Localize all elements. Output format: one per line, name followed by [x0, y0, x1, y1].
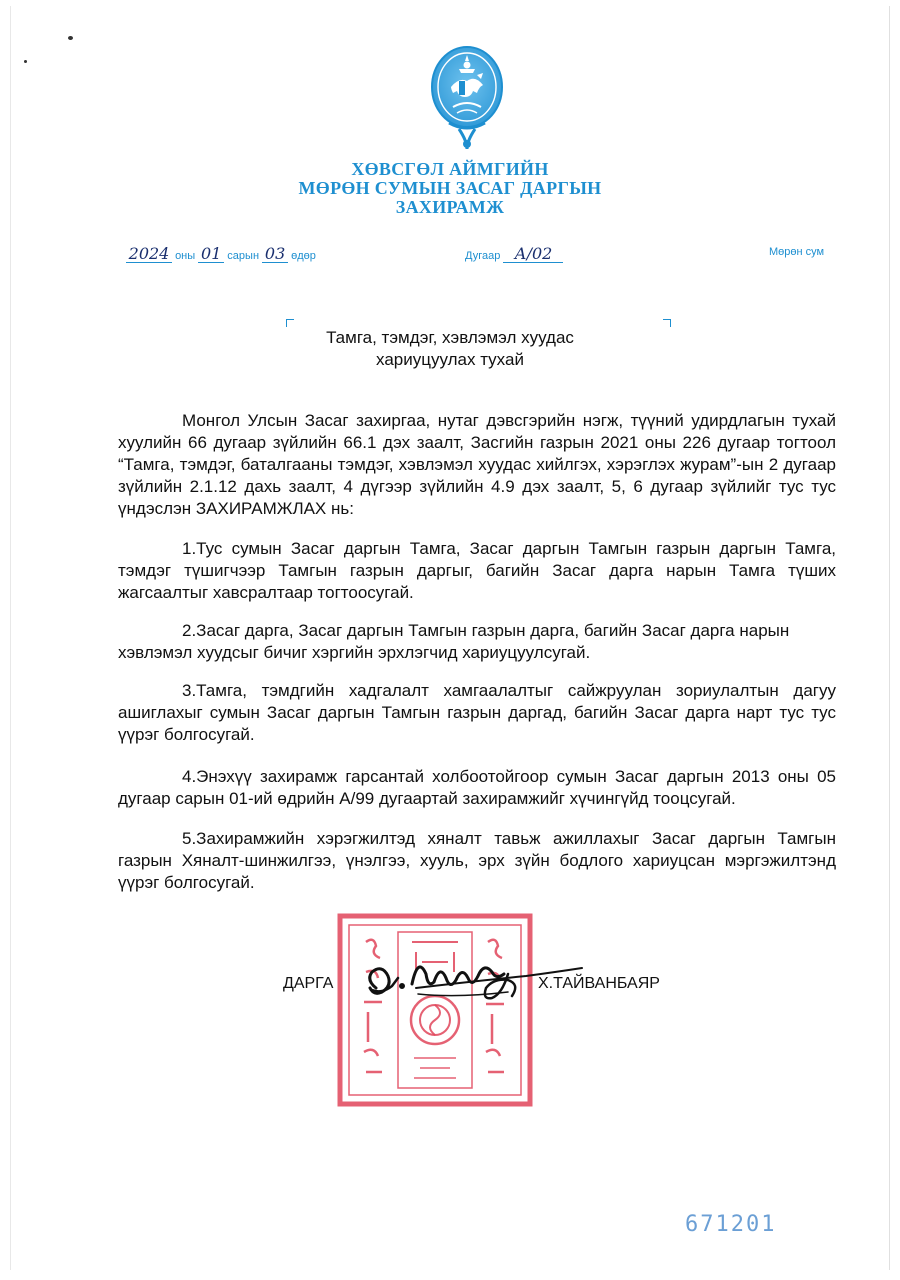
org-title-line2: МӨРӨН СУМЫН ЗАСАГ ДАРГЫН — [298, 178, 602, 198]
day-label: өдөр — [291, 250, 316, 262]
date-month: 01 — [198, 246, 224, 263]
document-type-title: ЗАХИРАМЖ — [395, 197, 505, 217]
clause-3: 3.Тамга, тэмдгийн хадгалалт хамгаалалтыг сайжруулан зориулалтын дагуу ашиглахыг сумын Засаг даргын Тамгын газрын даргад, багийн Засаг дарга нарт тус тус үүрэг болгосугай. — [118, 681, 836, 744]
state-emblem-icon — [429, 43, 505, 151]
scan-speck — [24, 60, 27, 63]
signatory-name: Х.ТАЙВАНБАЯР — [538, 975, 660, 992]
document-date — [126, 246, 316, 263]
month-label: сарын — [227, 250, 260, 262]
clause-5: 5.Захирамжийн хэрэгжилтэд хяналт тавьж ажиллахыг Засаг даргын Тамгын газрын Хяналт-шинжилгээ, үнэлгээ, хууль, эрх зүйн бодлого хариуцсан мэргэжилтэнд үүрэг болгосугай. — [118, 829, 836, 892]
document-number — [465, 246, 563, 263]
year-label: оны — [175, 250, 196, 262]
clause-4: 4.Энэхүү захирамж гарсантай холбоотойгоор сумын Засаг даргын 2013 оны 05 дугаар сарын 01-ий өдрийн А/99 дугаартай захирамжийг хүчингүйд тооцсугай. — [118, 767, 836, 808]
number-label: Дугаар — [465, 250, 501, 262]
document-title-line2: хариуцуулах тухай — [376, 350, 524, 369]
number-value: А/02 — [503, 246, 563, 263]
document-place: Мөрөн сум — [769, 246, 825, 258]
clause-2: 2.Засаг дарга, Засаг даргын Тамгын газрын дарга, багийн Засаг дарга нарын хэвлэмэл хуудсыг бичиг хэргийн эрхлэгчид хариуцуулсугай. — [118, 621, 790, 662]
date-year: 2024 — [126, 246, 172, 263]
scan-speck — [68, 36, 73, 40]
signatory-position: ДАРГА — [283, 975, 334, 992]
clause-1: 1.Тус сумын Засаг даргын Тамга, Засаг даргын Тамгын газрын даргын Тамга, тэмдэг түшигчээр Тамгын газрын даргыг, багийн Засаг дарга нарын Тамга түших жагсаалтыг хавсралтаар тогтоосугай. — [118, 539, 836, 602]
preamble-paragraph: Монгол Улсын Засаг захиргаа, нутаг дэвсгэрийн нэгж, түүний удирдлагын тухай хуулийн 66 дугаар зүйлийн 66.1 дэх заалт, Засгийн газрын 2021 оны 226 дугаар тогтоол “Тамга, тэмдэг, баталгааны тэмдэг, хэвлэмэл хуудас хийлгэх, хэрэглэх журам”-ын 2 дугаар зүйлийн 2.1.12 дахь заалт, 4 дүгээр зүйлийн 4.9 дэх заалт, 5, 6 дугаар зүйлийг тус тус үндэслэн ЗАХИРАМЖЛАХ нь: — [118, 411, 836, 518]
title-corner-mark — [663, 319, 671, 327]
date-day: 03 — [262, 246, 288, 263]
title-corner-mark — [286, 319, 294, 327]
document-title-line1: Тамга, тэмдэг, хэвлэмэл хуудас — [326, 328, 574, 347]
org-title-line1: ХӨВСГӨЛ АЙМГИЙН — [351, 159, 549, 179]
serial-number: 671201 — [685, 1212, 777, 1237]
